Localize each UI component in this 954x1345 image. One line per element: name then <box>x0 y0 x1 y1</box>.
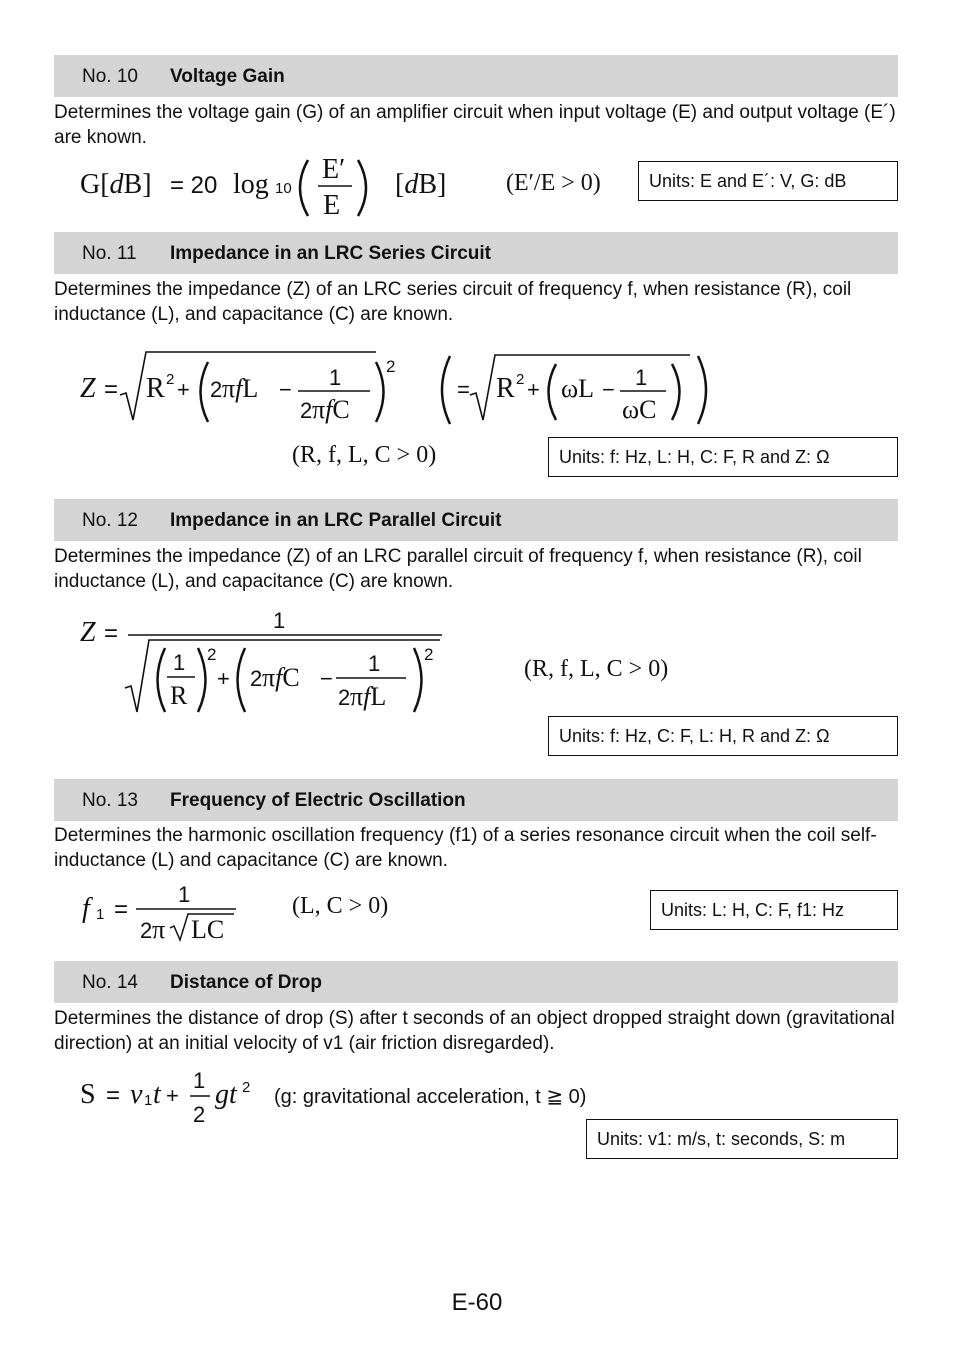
section-header-14 <box>54 961 898 1003</box>
svg-text:G[dB]: G[dB] <box>80 169 152 200</box>
svg-text:=: = <box>104 620 119 647</box>
svg-text:=: = <box>457 377 470 402</box>
svg-text:Z: Z <box>80 373 96 404</box>
svg-text:2: 2 <box>300 398 313 423</box>
section-number: No. 10 <box>82 66 138 87</box>
units-box: Units: E and E´: V, G: dB <box>638 161 898 201</box>
svg-text:πfL: πfL <box>222 374 259 403</box>
svg-text:R: R <box>170 681 188 710</box>
svg-text:1: 1 <box>368 651 381 676</box>
section-title: Impedance in an LRC Parallel Circuit <box>170 510 502 531</box>
units-box: Units: f: Hz, L: H, C: F, R and Z: Ω <box>548 437 898 477</box>
formula-condition: (g: gravitational acceleration, t ≧ 0) <box>274 1086 587 1108</box>
section-header-12 <box>54 499 898 541</box>
svg-text:+: + <box>177 377 190 402</box>
section-number: No. 12 <box>82 510 138 531</box>
svg-text:1: 1 <box>96 906 105 923</box>
svg-text:f: f <box>82 893 90 924</box>
units-box: Units: L: H, C: F, f1: Hz <box>650 890 898 930</box>
svg-text:Z: Z <box>80 617 96 648</box>
section-number: No. 13 <box>82 790 138 811</box>
svg-text:R: R <box>496 373 515 404</box>
svg-text:2: 2 <box>210 377 223 402</box>
section-title: Voltage Gain <box>170 66 285 87</box>
svg-text:π: π <box>152 915 166 944</box>
svg-text:2: 2 <box>424 645 434 664</box>
svg-text:2: 2 <box>386 357 396 376</box>
section-description: Determines the impedance (Z) of an LRC parallel circuit of frequency f, when resistance (R), coil inductance (L), and capacitance (C) are known. <box>54 546 862 592</box>
svg-text:S: S <box>80 1079 96 1110</box>
formula-condition: (E′/E > 0) <box>506 170 601 196</box>
svg-text:=: = <box>104 376 119 403</box>
section-header-13 <box>54 779 898 821</box>
svg-text:1: 1 <box>144 1092 153 1109</box>
svg-text:−: − <box>320 666 333 691</box>
formula-condition: (R, f, L, C > 0) <box>292 442 437 468</box>
svg-text:2: 2 <box>516 371 525 388</box>
page-number: E-60 <box>451 1289 503 1316</box>
svg-text:ωL: ωL <box>561 374 594 403</box>
section-title: Impedance in an LRC Series Circuit <box>170 243 491 264</box>
svg-text:πfC: πfC <box>312 395 350 424</box>
svg-text:1: 1 <box>178 882 191 907</box>
svg-text:−: − <box>279 377 292 402</box>
formula-condition: (R, f, L, C > 0) <box>524 656 669 682</box>
section-title: Distance of Drop <box>170 972 323 993</box>
svg-text:10: 10 <box>275 180 292 197</box>
svg-text:2: 2 <box>166 371 175 388</box>
section-description: Determines the voltage gain (G) of an amplifier circuit when input voltage (E) and output voltage (E´) are known. <box>54 102 896 148</box>
svg-text:1: 1 <box>273 608 286 633</box>
svg-text:πfL: πfL <box>350 682 387 711</box>
svg-text:=: = <box>114 896 129 923</box>
svg-text:= 20: = 20 <box>170 172 218 199</box>
svg-text:E: E <box>323 190 341 221</box>
section-header-11 <box>54 232 898 274</box>
svg-text:R: R <box>146 373 165 404</box>
svg-text:[dB]: [dB] <box>395 169 447 200</box>
units-box: Units: v1: m/s, t: seconds, S: m <box>586 1119 898 1159</box>
svg-text:+: + <box>527 377 540 402</box>
section-description: Determines the impedance (Z) of an LRC series circuit of frequency f, when resistance (R), coil inductance (L), and capacitance (C) are known. <box>54 279 852 325</box>
formula-condition: (L, C > 0) <box>292 893 389 919</box>
section-description: Determines the harmonic oscillation frequency (f1) of a series resonance circuit when the coil self-inductance (L) and capacitance (C) are known. <box>54 825 877 871</box>
svg-text:E′: E′ <box>322 154 346 185</box>
section-title: Frequency of Electric Oscillation <box>170 790 466 811</box>
section-header-10 <box>54 55 898 97</box>
svg-text:πfC: πfC <box>262 663 300 692</box>
section-description: Determines the distance of drop (S) after t seconds of an object dropped straight down (gravitational direction) at an initial velocity of v1 (air friction disregarded). <box>54 1008 895 1054</box>
svg-text:+: + <box>217 666 230 691</box>
svg-text:2: 2 <box>140 918 153 943</box>
svg-text:2: 2 <box>193 1102 206 1127</box>
svg-text:LC: LC <box>191 915 225 944</box>
svg-text:ωC: ωC <box>622 395 657 424</box>
svg-text:+: + <box>166 1083 179 1108</box>
units-box: Units: f: Hz, C: F, L: H, R and Z: Ω <box>548 716 898 756</box>
svg-text:v: v <box>130 1079 143 1110</box>
svg-text:1: 1 <box>173 650 186 675</box>
section-number: No. 11 <box>82 243 137 264</box>
svg-text:1: 1 <box>635 365 648 390</box>
svg-text:−: − <box>602 377 615 402</box>
svg-text:2: 2 <box>207 645 217 664</box>
svg-text:1: 1 <box>193 1068 206 1093</box>
svg-text:gt: gt <box>215 1079 237 1110</box>
svg-text:t: t <box>153 1079 161 1110</box>
svg-text:2: 2 <box>242 1079 251 1096</box>
svg-text:2: 2 <box>338 685 351 710</box>
section-number: No. 14 <box>82 972 138 993</box>
svg-text:2: 2 <box>250 666 263 691</box>
svg-text:=: = <box>106 1082 121 1109</box>
svg-text:log: log <box>233 169 269 200</box>
svg-text:1: 1 <box>329 365 342 390</box>
